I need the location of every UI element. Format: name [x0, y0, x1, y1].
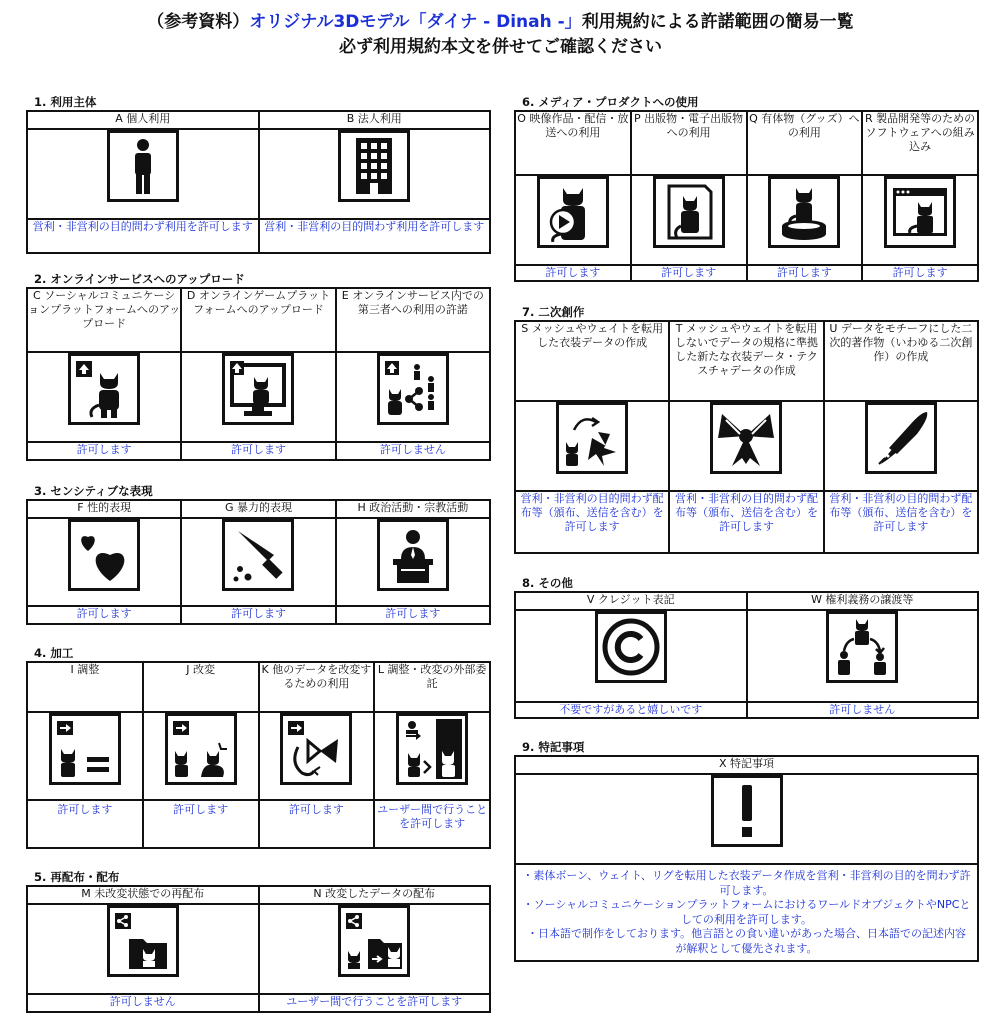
hearts-icon	[68, 519, 140, 591]
page-subtitle: 必ず利用規約本文を併せてご確認ください	[339, 37, 662, 57]
item-h-label: H 政治活動・宗教活動	[336, 500, 490, 518]
building-icon-svg	[344, 136, 404, 196]
item-a-result: 営利・非営利の目的問わず利用を許可します	[27, 219, 259, 253]
item-d-result: 許可します	[181, 442, 335, 460]
section-3-table	[26, 499, 491, 625]
item-g-result: 許可します	[181, 606, 335, 624]
item-v-result: 不要ですがあると嬉しいです	[515, 702, 747, 718]
redistribute-icon-svg	[113, 911, 173, 971]
title-prefix: （参考資料）	[147, 12, 250, 32]
item-r-label: R 製品開発等のためのソフトウェアへの組み込み	[862, 111, 978, 175]
note-item: ・素体ボーン、ウェイト、リグを転用した衣装データ作成を営利・非営利の目的を問わず許可します。	[522, 869, 971, 897]
section-2-table	[26, 287, 491, 461]
transfer-icon	[826, 611, 898, 683]
hearts-icon-svg	[74, 525, 134, 585]
item-s-label: S メッシュやウェイトを転用した衣装データの作成	[515, 321, 669, 401]
item-w-result: 許可しません	[747, 702, 979, 718]
upload-monitor-icon	[222, 353, 294, 425]
knife-icon-svg	[228, 525, 288, 585]
upload-monitor-icon-svg	[228, 359, 288, 419]
upload-avatar-icon-svg	[74, 359, 134, 419]
item-t-label: T メッシュやウェイトを転用しないでデータの規格に準拠した新たな衣装データ・テクスチャデータの作成	[669, 321, 823, 401]
item-h-result: 許可します	[336, 606, 490, 624]
section-5-table	[26, 885, 491, 1013]
item-m-result: 許可しません	[27, 994, 259, 1012]
outfit-icon-svg	[562, 408, 622, 468]
distribute-modified-icon-svg	[344, 911, 404, 971]
outfit-icon	[556, 402, 628, 474]
item-g-label: G 暴力的表現	[181, 500, 335, 518]
section-3-title: 3. センシティブな表現	[34, 484, 153, 498]
pen-icon-svg	[871, 408, 931, 468]
reuse-icon	[280, 713, 352, 785]
item-x-label: X 特記事項	[515, 756, 978, 774]
item-b-label: B 法人利用	[259, 111, 491, 129]
video-icon	[537, 176, 609, 248]
software-icon-svg	[890, 182, 950, 242]
section-7-title: 7. 二次創作	[522, 305, 585, 319]
section-1-table	[26, 110, 491, 254]
podium-icon-svg	[383, 525, 443, 585]
section-4-table	[26, 661, 491, 849]
section-2-title: 2. オンラインサービスへのアップロード	[34, 272, 245, 286]
figure-icon-svg	[774, 182, 834, 242]
note-item: ・ソーシャルコミュニケーションプラットフォームにおけるワールドオブジェクトやNPCとしての利用を許可します。	[522, 898, 971, 926]
copyright-icon-svg	[601, 617, 661, 677]
item-p-label: P 出版物・電子出版物への利用	[631, 111, 747, 175]
distribute-modified-icon	[338, 905, 410, 977]
special-notes	[516, 865, 977, 960]
section-8-title: 8. その他	[522, 576, 573, 590]
section-7-table	[514, 320, 979, 554]
item-o-result: 許可します	[515, 265, 631, 281]
item-c-label: C ソーシャルコミュニケーションプラットフォームへのアップロード	[27, 288, 181, 352]
copyright-icon	[595, 611, 667, 683]
section-6-title: 6. メディア・プロダクトへの使用	[522, 95, 699, 109]
item-p-result: 許可します	[631, 265, 747, 281]
section-1-title: 1. 利用主体	[34, 95, 97, 109]
item-o-label: O 映像作品・配信・放送への利用	[515, 111, 631, 175]
item-u-result: 営利・非営利の目的問わず配布等（頒布、送信を含む）を許可します	[824, 491, 978, 553]
knife-icon	[222, 519, 294, 591]
item-a-label: A 個人利用	[27, 111, 259, 129]
item-u-label: U データをモチーフにした二次的著作物（いわゆる二次創作）の作成	[824, 321, 978, 401]
item-f-label: F 性的表現	[27, 500, 181, 518]
item-i-label: I 調整	[27, 662, 143, 712]
item-k-result: 許可します	[259, 800, 375, 848]
title-suffix: 利用規約による許諾範囲の簡易一覧	[581, 12, 854, 32]
publication-icon-svg	[659, 182, 719, 242]
item-v-label: V クレジット表記	[515, 592, 747, 610]
item-e-result: 許可しません	[336, 442, 490, 460]
item-i-result: 許可します	[27, 800, 143, 848]
page-title	[0, 10, 1001, 34]
item-l-label: L 調整・改変の外部委託	[374, 662, 490, 712]
section-5-title: 5. 再配布・配布	[34, 870, 120, 884]
adjust-icon-svg	[55, 719, 115, 779]
section-6-table	[514, 110, 979, 282]
publication-icon	[653, 176, 725, 248]
video-icon-svg	[543, 182, 603, 242]
exclamation-icon	[711, 775, 783, 847]
transfer-icon-svg	[832, 617, 892, 677]
item-q-label: Q 有体物（グッズ）への利用	[747, 111, 863, 175]
item-d-label: D オンラインゲームプラットフォームへのアップロード	[181, 288, 335, 352]
item-e-label: E オンラインサービス内での第三者への利用の許諾	[336, 288, 490, 352]
item-f-result: 許可します	[27, 606, 181, 624]
section-4-title: 4. 加工	[34, 646, 74, 660]
ribbon-icon-svg	[716, 408, 776, 468]
software-icon	[884, 176, 956, 248]
title-product: オリジナル3Dモデル「ダイナ - Dinah -」	[249, 12, 582, 32]
item-c-result: 許可します	[27, 442, 181, 460]
person-icon	[107, 130, 179, 202]
item-q-result: 許可します	[747, 265, 863, 281]
reuse-icon-svg	[286, 719, 346, 779]
item-n-result: ユーザー間で行うことを許可します	[259, 994, 491, 1012]
modify-icon-svg	[171, 719, 231, 779]
item-m-label: M 未改変状態での再配布	[27, 886, 259, 904]
pen-icon	[865, 402, 937, 474]
upload-share-icon-svg	[383, 359, 443, 419]
outsource-icon-svg	[402, 719, 462, 779]
adjust-icon	[49, 713, 121, 785]
item-j-result: 許可します	[143, 800, 259, 848]
section-8-table	[514, 591, 979, 717]
section-9-title: 9. 特記事項	[522, 740, 585, 754]
item-r-result: 許可します	[862, 265, 978, 281]
item-l-result: ユーザー間で行うことを許可します	[374, 800, 490, 848]
item-s-result: 営利・非営利の目的問わず配布等（頒布、送信を含む）を許可します	[515, 491, 669, 553]
section-9-table	[514, 755, 979, 960]
exclamation-icon-svg	[717, 781, 777, 841]
podium-icon	[377, 519, 449, 591]
note-item: ・日本語で制作をしております。他言語との食い違いがあった場合、日本語での記述内容が解釈として優先されます。	[526, 927, 966, 955]
item-t-result: 営利・非営利の目的問わず配布等（頒布、送信を含む）を許可します	[669, 491, 823, 553]
upload-avatar-icon	[68, 353, 140, 425]
item-k-label: K 他のデータを改変するための利用	[259, 662, 375, 712]
upload-share-icon	[377, 353, 449, 425]
person-icon-svg	[113, 136, 173, 196]
ribbon-icon	[710, 402, 782, 474]
item-n-label: N 改変したデータの配布	[259, 886, 491, 904]
building-icon	[338, 130, 410, 202]
item-j-label: J 改変	[143, 662, 259, 712]
modify-icon	[165, 713, 237, 785]
figure-icon	[768, 176, 840, 248]
item-b-result: 営利・非営利の目的問わず利用を許可します	[259, 219, 491, 253]
item-w-label: W 権利義務の譲渡等	[747, 592, 979, 610]
redistribute-icon	[107, 905, 179, 977]
outsource-icon	[396, 713, 468, 785]
